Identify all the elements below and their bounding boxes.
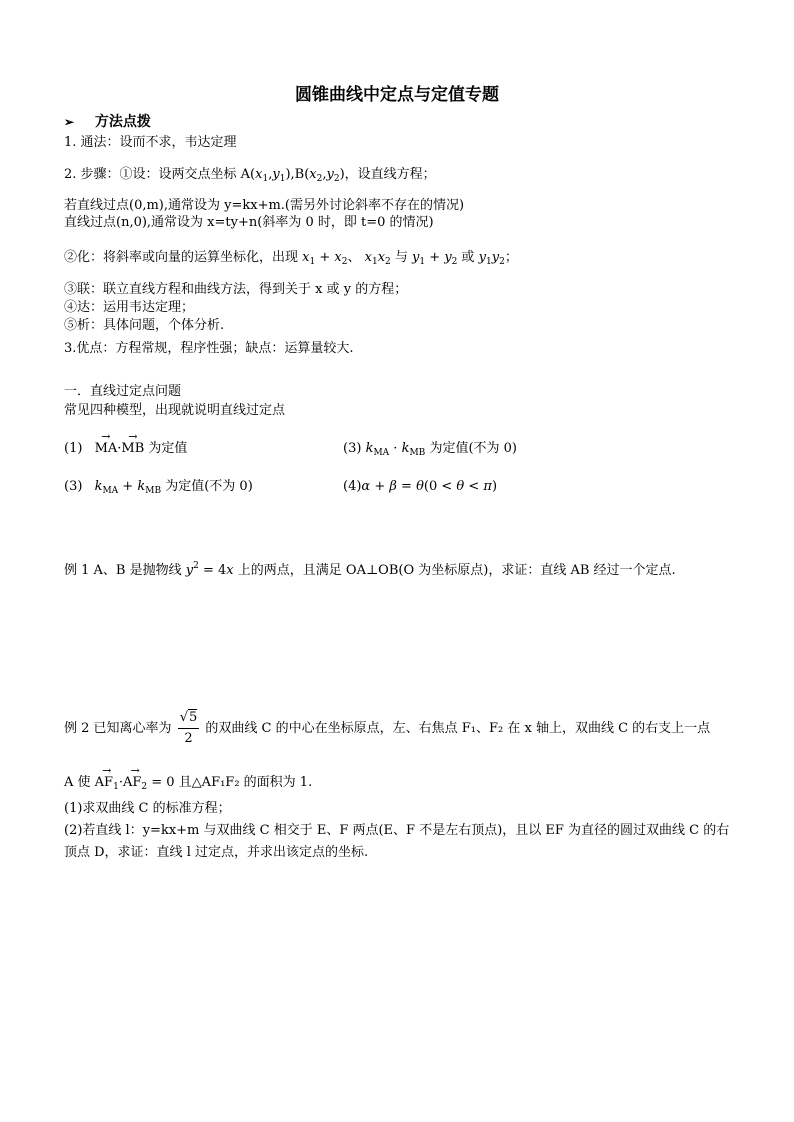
model-1: (1) → MA·→ MB 为定值 bbox=[64, 440, 187, 458]
model-2: (3) $k_{MA} \cdot k_{MB}$ 为定值(不为 0) bbox=[343, 441, 518, 458]
hua-step: ②化：将斜率或向量的运算坐标化，出现 $x_1 + x_2$、 $x_1x_2$ 与 $y_1 + y_2$ 或 $y_1y_2$； bbox=[64, 250, 518, 267]
model2-text: 为定值(不为 0) bbox=[429, 441, 518, 456]
model2-label: (3) bbox=[343, 441, 362, 456]
example2-line2-prefix: A 使 bbox=[64, 775, 91, 790]
example-2-line2: A 使 → $AF_1\cdot\to AF_2 = 0$ 且△AF₁F₂ 的面积为 1. bbox=[64, 774, 312, 792]
da-step: ④达：运用韦达定理； bbox=[64, 300, 195, 315]
model1-text: 为定值 bbox=[148, 441, 188, 456]
eccentricity-fraction: $\frac{√5}{2}$ bbox=[179, 710, 198, 746]
model4-label: (4) bbox=[343, 479, 362, 494]
method-heading-text: 方法点拨 bbox=[94, 114, 151, 130]
general-method: 1. 通法：设而不求，韦达定理 bbox=[64, 135, 237, 150]
method-heading bbox=[64, 113, 151, 131]
model3-text: 为定值(不为 0) bbox=[165, 479, 253, 494]
section1-heading: 一．直线过定点问题 bbox=[64, 384, 182, 399]
model3-label: (3) bbox=[64, 479, 83, 494]
example-1: 例 1 A、B 是抛物线 $y^2 = 4x$ 上的两点，且满足 OA⊥OB(O 为坐标原点)，求证：直线 AB 经过一个定点. bbox=[64, 561, 676, 578]
example1-suffix: 上的两点，且满足 OA⊥OB(O 为坐标原点)，求证：直线 AB 经过一个定点. bbox=[237, 563, 676, 578]
example-2-line1 bbox=[64, 708, 710, 749]
model1-label: (1) bbox=[64, 441, 83, 456]
document-title: 圆锥曲线中定点与定值专题 bbox=[295, 85, 499, 105]
example2-question2a: (2)若直线 l：y=kx+m 与双曲线 C 相交于 E、F 两点(E、F 不是左右顶点)，且以 EF 为直径的圆过双曲线 C 的右 bbox=[64, 823, 730, 838]
model-4: (4)α + β = θ(0 < θ < π) bbox=[343, 479, 498, 494]
example2-question1: (1)求双曲线 C 的标准方程； bbox=[64, 801, 231, 816]
steps-suffix: )，设直线方程； bbox=[339, 167, 436, 182]
lian-step: ③联：联立直线方程和曲线方法，得到关于 x 或 y 的方程； bbox=[64, 282, 408, 297]
line-form-x: 直线过点(n,0),通常设为 x=ty+n(斜率为 0 时，即 t=0 的情况) bbox=[64, 215, 434, 230]
steps-prefix: 2. 步骤：①设：设两交点坐标 A( bbox=[64, 167, 256, 182]
merits-line: 3.优点：方程常规，程序性强；缺点：运算量较大. bbox=[64, 341, 354, 356]
example2-line2-suffix: 且△AF₁F₂ 的面积为 1. bbox=[178, 775, 313, 790]
xi-step: ⑤析：具体问题，个体分析. bbox=[64, 318, 225, 333]
example1-prefix: 例 1 A、B 是抛物线 bbox=[64, 563, 182, 578]
steps-line: 2. 步骤：①设：设两交点坐标 $A(x_1,y_1),B(x_2,y_2)$，设直线方程； bbox=[64, 167, 436, 184]
hua-prefix: ②化：将斜率或向量的运算坐标化，出现 bbox=[64, 250, 299, 265]
example2-suffix: 的双曲线 C 的中心在坐标原点，左、右焦点 F₁、F₂ 在 x 轴上，双曲线 C 的右支上一点 bbox=[205, 721, 711, 736]
model-3: (3) $k_{MA} + k_{MB}$ 为定值(不为 0) bbox=[64, 479, 253, 496]
line-form-y: 若直线过点(0,m),通常设为 y=kx+m.(需另外讨论斜率不存在的情况) bbox=[64, 198, 465, 213]
section1-intro: 常见四种模型，出现就说明直线过定点 bbox=[64, 403, 286, 418]
bullet-arrow-icon: ➢ bbox=[64, 115, 75, 129]
example2-question2b: 顶点 D，求证：直线 l 过定点，并求出该定点的坐标. bbox=[64, 845, 369, 860]
example2-prefix: 例 2 已知离心率为 bbox=[64, 721, 172, 736]
